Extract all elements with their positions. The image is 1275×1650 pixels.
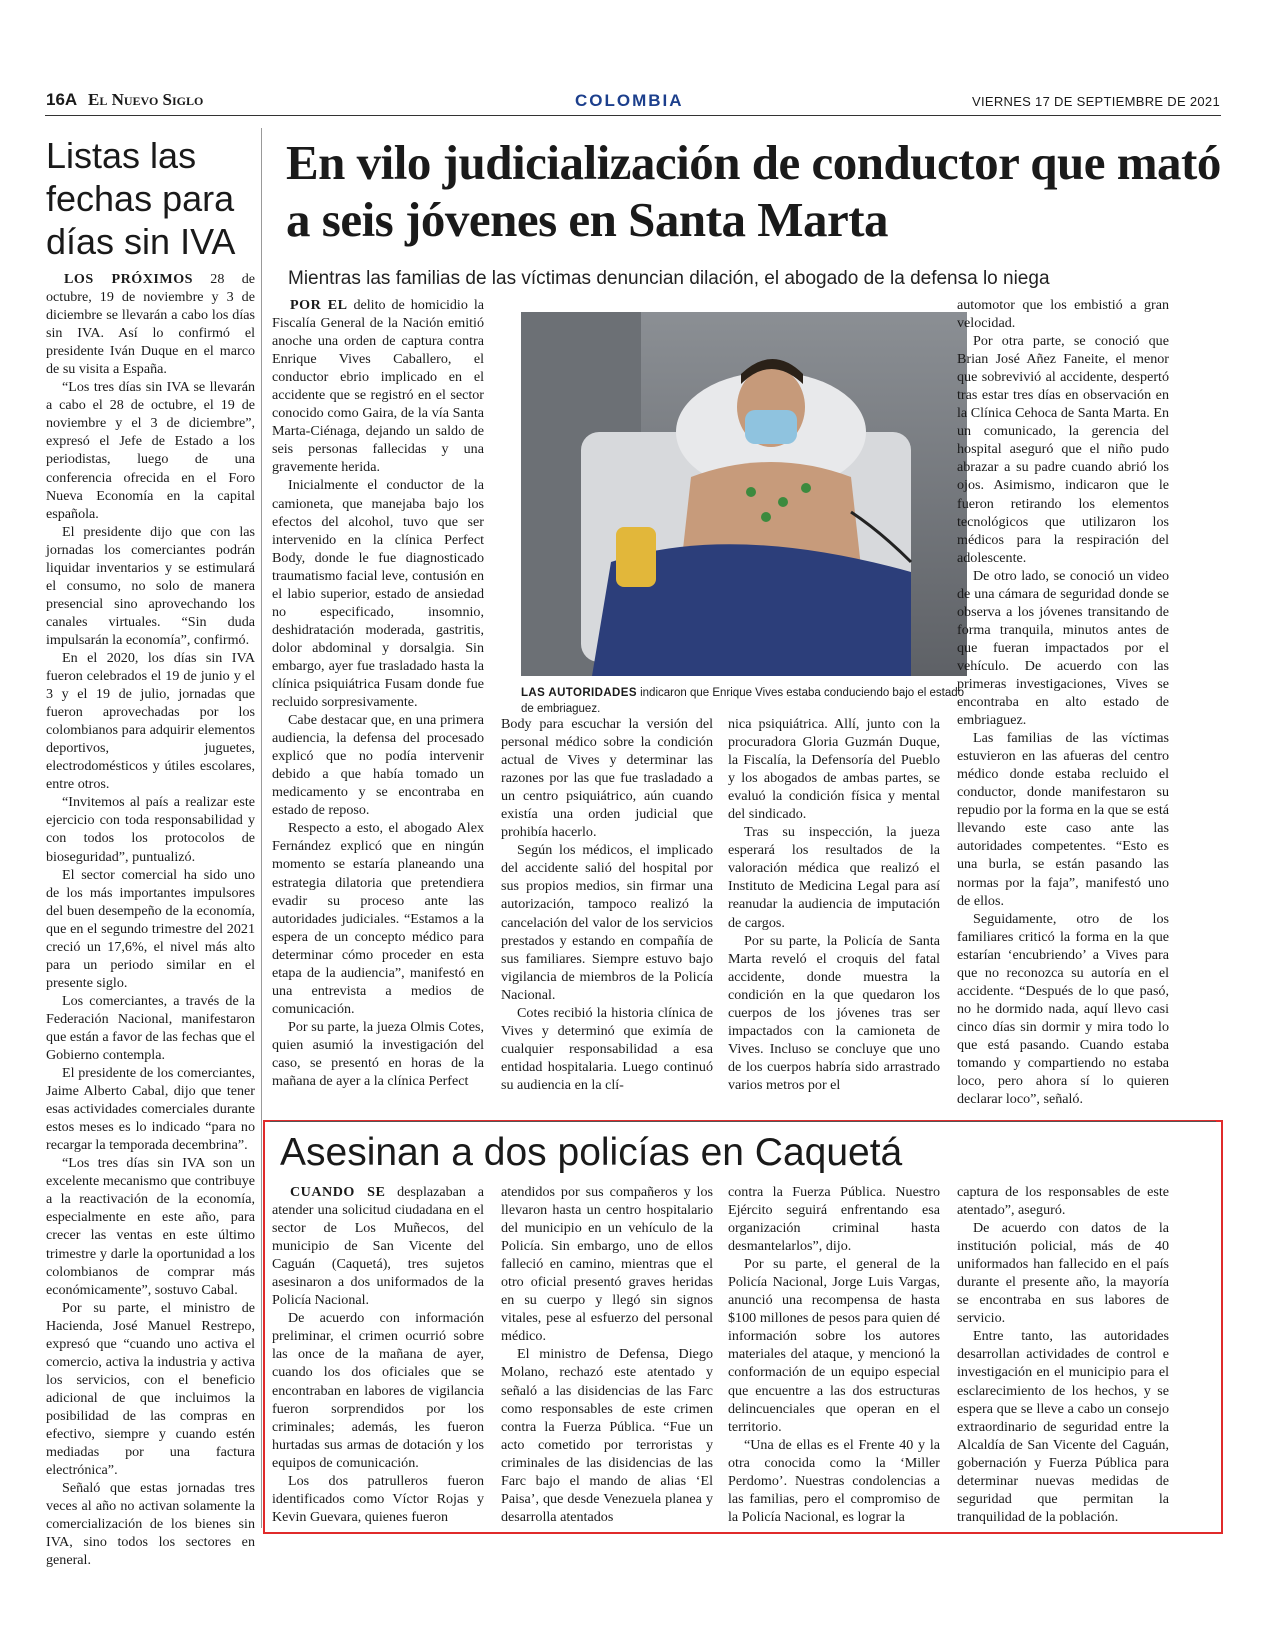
main-col-3 (728, 715, 940, 1094)
column-divider (261, 128, 262, 1528)
police-paragraph: “Una de ellas es el Frente 40 y la otra conocida como la ‘Miller Perdomo’. Nuestras condolencias a las familias, pero el compromiso de la Policía Nacional, es lograr la (728, 1436, 940, 1525)
section-title: COLOMBIA (575, 91, 684, 110)
main-paragraph: Cabe destacar que, en una primera audiencia, la defensa del procesado explicó que no podía intervenir debido a que había tomado un medicamento y se encontraba en estado de reposo. (272, 712, 484, 819)
main-paragraph: nica psiquiátrica. Allí, junto con la procuradora Gloria Guzmán Duque, la Fiscalía, la Defensoría del Pueblo y los abogados de ambas partes, se evaluó la condición física y mental del sindicado. (728, 716, 940, 823)
main-paragraph: Según los médicos, el implicado del accidente salió del hospital por sus propios medios, sin firmar una autorización, tampoco realizó la cancelación del valor de los servicios prestados y estando en compañía de sus familiares. Siempre estuvo bajo vigilancia de miembros de la Policía Nacional. (501, 842, 713, 1003)
police-paragraph: Los dos patrulleros fueron identificados como Víctor Rojas y Kevin Guevara, quienes fueron (272, 1472, 484, 1525)
police-paragraph: atendidos por sus compañeros y los llevaron hasta un centro hospitalario del municipio en un vehículo de la Policía. Sin embargo, uno de ellos falleció en camino, mientras que el otro oficial presentó graves heridas en su cuerpo y llegó sin signos vitales, pese al esfuerzo del personal médico. (501, 1184, 713, 1345)
newspaper-name: El Nuevo Siglo (88, 90, 204, 109)
hospital-photo (521, 312, 967, 676)
main-paragraph: automotor que los embistió a gran velocidad. (957, 297, 1169, 332)
side-paragraph: En el 2020, los días sin IVA fueron celebrados el 19 de junio y el 3 y el 19 de julio, jornadas que fueron aprovechadas por los colombianos para adquirir elementos deportivos, juguetes, electrodomésticos y útiles escolares, entre otros. (46, 649, 255, 793)
police-paragraph: contra la Fuerza Pública. Nuestro Ejército seguirá enfrentando esa organización criminal hasta desmantelarlos”, dijo. (728, 1184, 940, 1255)
police-paragraph: Entre tanto, las autoridades desarrollan actividades de control e investigación en el municipio para el esclarecimiento de los hechos, y se espera que se lleve a cabo un consejo extraordinario de seguridad entre la Alcaldía de San Vicente del Caguán, gobernación y Fuerza Pública para determinar nuevas medidas de seguridad que permitan la tranquilidad de la población. (957, 1328, 1169, 1525)
main-col-1 (272, 296, 484, 1090)
main-paragraph: Tras su inspección, la jueza esperará los resultados de la valoración médica que realizó el Instituto de Medicina Legal para así reanudar la audiencia de imputación de cargos. (728, 824, 940, 931)
page-number: 16A (46, 90, 78, 109)
police-paragraph: Por su parte, el general de la Policía Nacional, Jorge Luis Vargas, anunció una recompensa de hasta $100 millones de pesos para quien dé información sobre los autores materiales del ataque, y mencionó la conformación de un equipo especial que encuentre a las dos estructuras delincuenciales que operan en el territorio. (728, 1256, 940, 1435)
main-paragraph: Las familias de las víctimas estuvieron en las afueras del centro médico donde estaba recluido el conductor, donde manifestaron su repudio por la forma en la que se está llevando este caso ante las autoridades competentes. “Esto es una burla, se están pasando las normas por la faja”, manifestó uno de ellos. (957, 730, 1169, 909)
hospital-bed-illustration (521, 312, 967, 676)
side-paragraph: El presidente de los comerciantes, Jaime Alberto Cabal, dijo que tener esas actividades comerciales durante estos meses es lo indicado “para no recargar la temporada decembrina”. (46, 1065, 255, 1154)
police-paragraph: captura de los responsables de este atentado”, aseguró. (957, 1184, 1169, 1219)
police-paragraph: De acuerdo con datos de la institución policial, más de 40 uniformados han fallecido en el país durante el presente año, la mayoría se encontraba en sus labores de servicio. (957, 1220, 1169, 1327)
lead-in: LOS PRÓXIMOS (64, 271, 194, 287)
main-paragraph: Inicialmente el conductor de la camioneta, que manejaba bajo los efectos del alcohol, tuvo que ser intervenido en la clínica Perfect Body, donde le fue diagnosticado traumatismo facial leve, contusión en el labio superior, estado de ansiedad no especificado, insomnio, deshidratación moderada, gastritis, dolor abdominal y dorsalgia. Sin embargo, ayer fue trasladado hasta la clínica psiquiátrica Fusam donde fue recluido sorpresivamente. (272, 477, 484, 711)
main-paragraph: De otro lado, se conoció un video de una cámara de seguridad donde se observa a los jóvenes transitando de forma tranquila, minutos antes de que fueran impactados por el vehículo. De acuerdo con las primeras investigaciones, Vives se encontraba en alto estado de embriaguez. (957, 567, 1169, 729)
side-paragraph: Señaló que estas jornadas tres veces al año no activan solamente la comercialización de los bienes sin IVA, sino todos los sectores en general. (46, 1480, 255, 1569)
main-paragraph: Por su parte, la jueza Olmis Cotes, quien asumió la investigación del caso, se presentó en horas de la mañana de ayer a la clínica Perfect (272, 1018, 484, 1090)
side-paragraph: “Los tres días sin IVA son un excelente mecanismo que contribuye a la reactivación de la economía, especialmente en este año, para crecer las ventas en este último trimestre y darle la oportunidad a los colombianos de comprar más económicamente”, sostuvo Cabal. (46, 1155, 255, 1298)
police-col-2 (501, 1183, 713, 1526)
police-paragraph: El ministro de Defensa, Diego Molano, rechazó este atentado y señaló a las disidencias de las Farc como responsables de este crimen contra la Fuerza Pública. “Fue un acto cometido por terroristas y criminales de las disidencias de las Farc bajo el mando de alias ‘El Paisa’, que desde Venezuela planea y desarrolla atentados (501, 1346, 713, 1525)
article-rule (270, 1121, 1216, 1122)
side-paragraph: “Los tres días sin IVA se llevarán a cabo el 28 de octubre, el 19 de noviembre y el 3 de diciembre”, expresó el Jefe de Estado a los periodistas, luego de una conferencia ofrecida en el Foro Nueva Economía en la capital española. (46, 379, 255, 522)
side-paragraph: El presidente dijo que con las jornadas los comerciantes podrán liquidar inventarios y se estimulará el consumo, no solo de manera presencial sino aprovechando los canales virtuales. “Sin duda impulsarán la economía”, confirmó. (46, 523, 255, 648)
police-paragraph: CUANDO SE desplazaban a atender una solicitud ciudadana en el sector de Los Muñecos, del municipio de San Vicente del Caguán (Caquetá), tres sujetos asesinaron a dos uniformados de la Policía Nacional. (272, 1184, 484, 1309)
police-headline: Asesinan a dos policías en Caquetá (280, 1131, 903, 1174)
police-paragraph: De acuerdo con información preliminar, el crimen ocurrió sobre las once de la mañana de ayer, cuando los dos oficiales que se encontraban en labores de vigilancia fueron sorprendidos por los criminales; además, les fueron hurtadas sus armas de dotación y los equipos de comunicación. (272, 1310, 484, 1471)
side-paragraph: LOS PRÓXIMOS 28 de octubre, 19 de noviembre y 3 de diciembre se llevarán a cabo los días sin IVA. Así lo confirmó el presidente Iván Duque en el marco de su visita a España. (46, 271, 255, 378)
main-paragraph: Body para escuchar la versión del personal médico sobre la condición actual de Vives y determinar las razones por las que fue trasladado a un centro psiquiátrico, aún cuando existía una orden judicial que prohibía hacerlo. (501, 716, 713, 841)
main-headline: En vilo judicialización de conductor que mató a seis jóvenes en Santa Marta (286, 135, 1221, 247)
issue-date: VIERNES 17 DE SEPTIEMBRE DE 2021 (971, 94, 1220, 109)
side-paragraph: El sector comercial ha sido uno de los más importantes impulsores del buen desempeño de la economía, que en el segundo trimestre del 2021 creció un 17,6%, el nivel más alto para un periodo similar en el presente siglo. (46, 866, 255, 991)
police-col-1 (272, 1183, 484, 1526)
main-paragraph: POR EL delito de homicidio la Fiscalía General de la Nación emitió anoche una orden de captura contra Enrique Vives Caballero, el conductor ebrio implicado en el accidente que se registró en el sector conocido como Gaira, de la vía Santa Marta-Ciénaga, dejando un saldo de seis personas fallecidas y una gravemente herida. (272, 297, 484, 476)
header-rule (45, 115, 1221, 116)
main-paragraph: Respecto a esto, el abogado Alex Fernández explicó que en ningún momento se estaría planeando una estrategia dilatoria que pretendiera evadir su proceso ante las autoridades judiciales. “Estamos a la espera de un concepto médico para determinar cómo proceder en esta etapa de la audiencia”, manifestó en una entrevista a medios de comunicación. (272, 820, 484, 1017)
side-headline: Listas las fechas para días sin IVA (46, 135, 236, 262)
main-deck: Mientras las familias de las víctimas denuncian dilación, el abogado de la defensa lo niega (288, 268, 1050, 289)
main-paragraph: Seguidamente, otro de los familiares criticó la forma en la que estarían ‘encubriendo’ a Vives para que no reconozca su autoría en el accidente. “Después de lo que pasó, no he dormido nada, aquí llevo casi cinco días sin dormir y mira todo lo que está pasando. Cuando estaba tomando y compartiendo no estaba loco, pero ahora sí lo quieren declarar loco”, señaló. (957, 910, 1169, 1108)
lead-in: CUANDO SE (290, 1184, 386, 1200)
lead-in: POR EL (290, 297, 348, 313)
side-article-body (46, 270, 255, 1569)
main-col-2 (501, 715, 713, 1094)
main-paragraph: Por su parte, la Policía de Santa Marta reveló el croquis del fatal accidente, donde muestra la condición en la que quedaron los cuerpos de los jóvenes tras ser impactados con la camioneta de Vives. Incluso se concluye que uno de los cuerpos habría sido arrastrado varios metros por el (728, 932, 940, 1093)
side-paragraph: Los comerciantes, a través de la Federación Nacional, manifestaron que están a favor de las fechas que el Gobierno contempla. (46, 992, 255, 1064)
main-col-4 (957, 296, 1169, 1108)
police-col-3 (728, 1183, 940, 1526)
side-paragraph: Por su parte, el ministro de Hacienda, José Manuel Restrepo, expresó que “cuando uno activa el comercio, activa la industria y activa los servicios, con el beneficio adicional de que incluimos la posibilidad de las compras en efectivo, siempre y cuando estén mediadas por una factura electrónica”. (46, 1299, 255, 1479)
police-col-4 (957, 1183, 1169, 1526)
side-paragraph: “Invitemos al país a realizar este ejercicio con toda responsabilidad y con todos los protocolos de bioseguridad”, puntualizó. (46, 794, 255, 865)
main-paragraph: Cotes recibió la historia clínica de Vives y determinó que eximía de cualquier responsabilidad a esa entidad hospitalaria. Luego continuó su audiencia en la clí- (501, 1004, 713, 1093)
main-paragraph: Por otra parte, se conoció que Brian José Añez Faneite, el menor que sobrevivió al accidente, despertó tras estar tres días en observación en la Clínica Cehoca de Santa Marta. En un comunicado, la gerencia del hospital aseguró que el niño pudo abrazar a su padre cuando abrió los ojos. Asimismo, indicaron que le fueron retirando los elementos tecnológicos que utilizaron los médicos para la respiración del adolescente. (957, 333, 1169, 566)
photo-caption: LAS AUTORIDADES indicaron que Enrique Vives estaba conduciendo bajo el estado de embriaguez. (521, 687, 965, 715)
